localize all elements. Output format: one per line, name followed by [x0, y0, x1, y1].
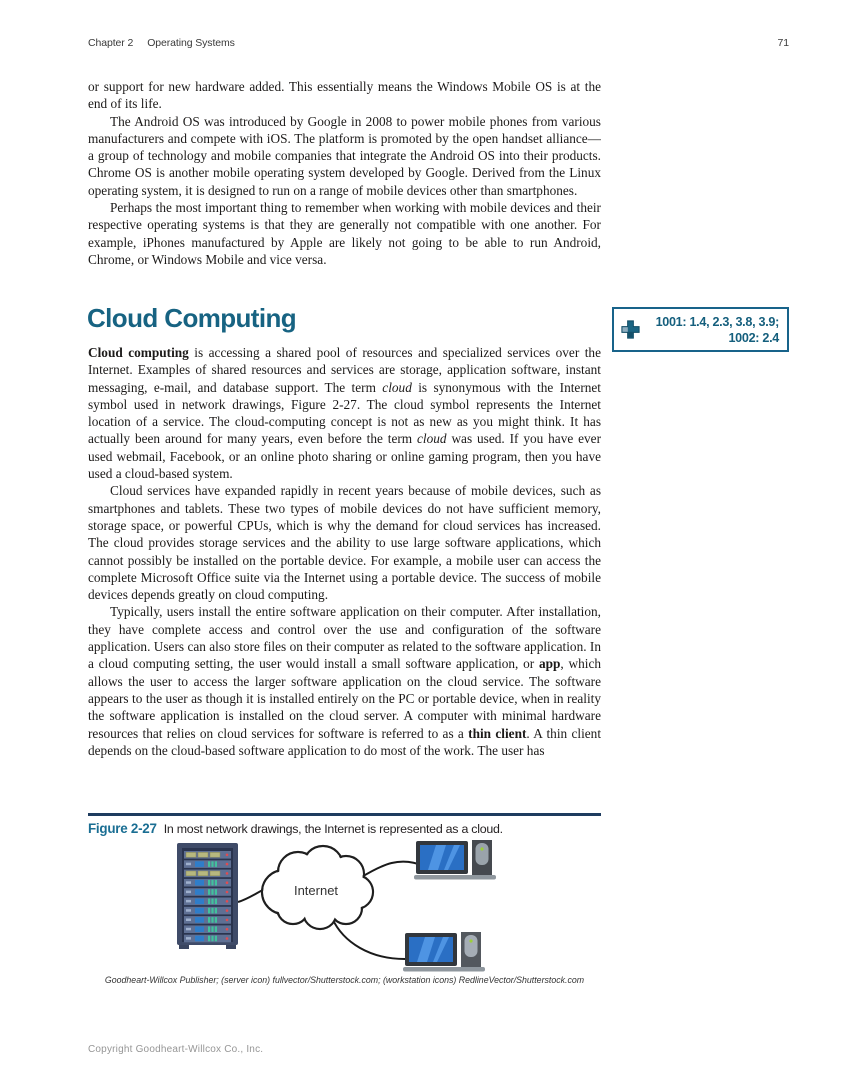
chapter-title: Operating Systems: [147, 37, 235, 49]
paragraph: The Android OS was introduced by Google in 2008 to power mobile phones from various manufacturers and compete with iOS. The platform is promoted by the open handset alliance—a group of technology and mobile companies that integrate the Android OS into their products. Chrome OS is another mobile operating system developed by Google. Derived from the Linux operating system, it is designed to run on a range of mobile devices other than smartphones.: [88, 113, 601, 198]
figure-rule: [88, 813, 601, 816]
paragraph: Cloud computing is accessing a shared pool of resources and specialized services over the Internet. Examples of shared resources and services are storage, application software, instant messaging, e-mail, and database support. The term cloud is synonymous with the Internet symbol used in network drawings, Figure 2-27. The cloud symbol represents the Internet location of a service. The cloud-computing concept is not as new as you might think. It has actually been around for many years, even before the term cloud was used. If you have ever used webmail, Facebook, or an online photo sharing or online gaming program, then you have used a cloud-based system.: [88, 345, 601, 482]
a-plus-icon: [619, 318, 642, 341]
page-number: 71: [777, 37, 789, 49]
paragraph: or support for new hardware added. This essentially means the Windows Mobile OS is at the end of its life.: [88, 79, 601, 112]
figure-label: Figure 2-27: [88, 820, 157, 836]
cloud-label: Internet: [293, 882, 339, 898]
paragraph: Cloud services have expanded rapidly in recent years because of mobile devices, such as smartphones and tablets. These two types of mobile devices do not have sufficient memory, storage space, or powerful CPUs, which is why the demand for cloud services has increased. The cloud provides storage services and the ability to use large software applications, which cannot possibly be installed on the portable device. For example, a mobile user can access the complete Microsoft Office suite via the Internet using a portable device. The success of mobile devices depends greatly on cloud computing.: [88, 483, 601, 603]
chapter-header: [88, 37, 235, 49]
figure-canvas: [88, 840, 601, 973]
figure-attribution: Goodheart-Willcox Publisher; (server icon) fullvector/Shutterstock.com; (workstation icons) RedlineVector/Shutterstock.com: [104, 974, 585, 985]
certification-objectives-text: [642, 314, 779, 346]
server-rack-icon: [177, 843, 238, 949]
internet-cloud-icon: [262, 846, 373, 929]
section-heading: Cloud Computing: [87, 303, 297, 333]
cloud-paragraphs: [88, 344, 601, 796]
certification-objectives-box: [612, 307, 789, 352]
figure-caption: [88, 821, 601, 836]
workstation-icon: [414, 840, 496, 880]
workstation-icon: [403, 932, 485, 972]
objectives-line-1: 1001: 1.4, 2.3, 3.8, 3.9;: [655, 314, 779, 329]
cable-cloud-to-workstation-top: [360, 861, 424, 877]
figure-2-27: [88, 813, 601, 985]
running-head: [88, 37, 789, 49]
copyright-notice: Copyright Goodheart-Willcox Co., Inc.: [88, 1044, 264, 1055]
intro-paragraphs: [88, 78, 601, 306]
objectives-line-2: 1002: 2.4: [728, 330, 779, 345]
paragraph: Perhaps the most important thing to remember when working with mobile devices and their respective operating systems is that they are generally not compatible with one another. For example, iPhones manufactured by Apple are likely not going to be able to run Android, Chrome, or Windows Mobile and vice versa.: [88, 200, 601, 267]
paragraph: Typically, users install the entire software application on their computer. After installation, they have complete access and control over the use and configuration of the software application. Users can also store files on their computer as related to the software application. In a cloud computing setting, the user would install a small software application, or app, which allows the user to access the larger software application on the cloud service. The software appears to the user as though it is installed entirely on the PC or portable device, when in reality the software application is installed on the cloud server. A computer with minimal hardware resources that relies on cloud services for software is referred to as a thin client. A thin client depends on the cloud-based software application to do most of the work. The user has: [88, 604, 601, 758]
chapter-number: Chapter 2: [88, 37, 134, 49]
figure-caption-text: In most network drawings, the Internet is represented as a cloud.: [163, 821, 503, 836]
